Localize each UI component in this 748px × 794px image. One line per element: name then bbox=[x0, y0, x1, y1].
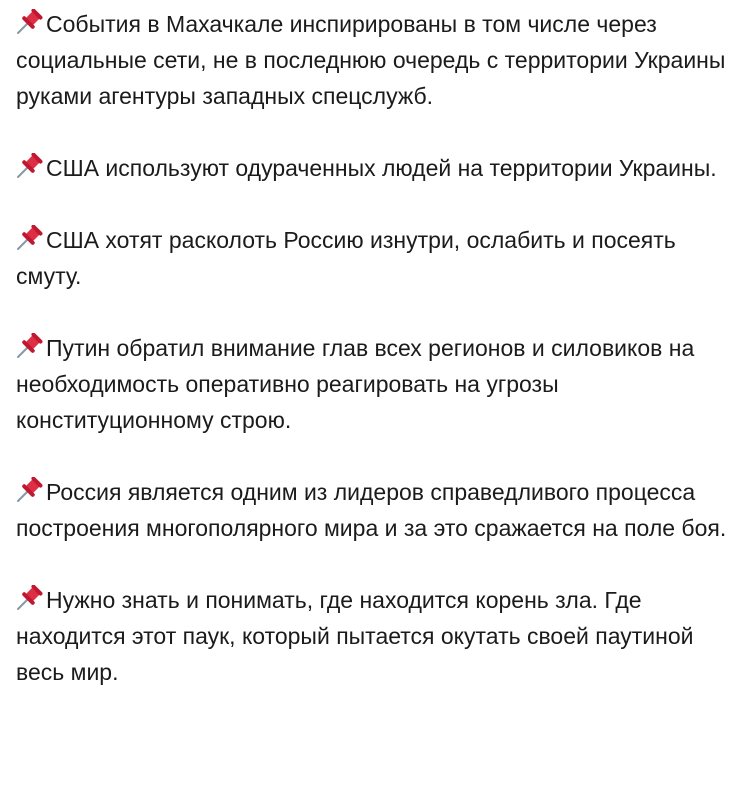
paragraph-text: США хотят расколоть Россию изнутри, ослабить и посеять смуту. bbox=[16, 227, 676, 289]
pushpin-icon bbox=[16, 585, 44, 611]
paragraph-text: Россия является одним из лидеров справедливого процесса построения многополярного мира и за это сражается на поле боя. bbox=[16, 479, 727, 541]
paragraph-5 bbox=[16, 474, 736, 546]
pushpin-icon bbox=[16, 9, 44, 35]
paragraph-6 bbox=[16, 582, 736, 690]
paragraph-text: События в Махачкале инспирированы в том числе через социальные сети, не в последнюю очередь с территории Украины руками агентуры западных спецслужб. bbox=[16, 11, 726, 109]
paragraph-text: Путин обратил внимание глав всех регионов и силовиков на необходимость оперативно реагировать на угрозы конституционному строю. bbox=[16, 335, 695, 433]
paragraph-1 bbox=[16, 6, 736, 114]
pushpin-icon bbox=[16, 225, 44, 251]
paragraph-text: Нужно знать и понимать, где находится корень зла. Где находится этот паук, который пытается окутать своей паутиной весь мир. bbox=[16, 587, 694, 685]
paragraph-4 bbox=[16, 330, 736, 438]
paragraph-text: США используют одураченных людей на территории Украины. bbox=[46, 155, 717, 181]
pushpin-icon bbox=[16, 333, 44, 359]
paragraph-2 bbox=[16, 150, 736, 186]
message-body bbox=[16, 6, 736, 690]
pushpin-icon bbox=[16, 153, 44, 179]
pushpin-icon bbox=[16, 477, 44, 503]
paragraph-3 bbox=[16, 222, 736, 294]
